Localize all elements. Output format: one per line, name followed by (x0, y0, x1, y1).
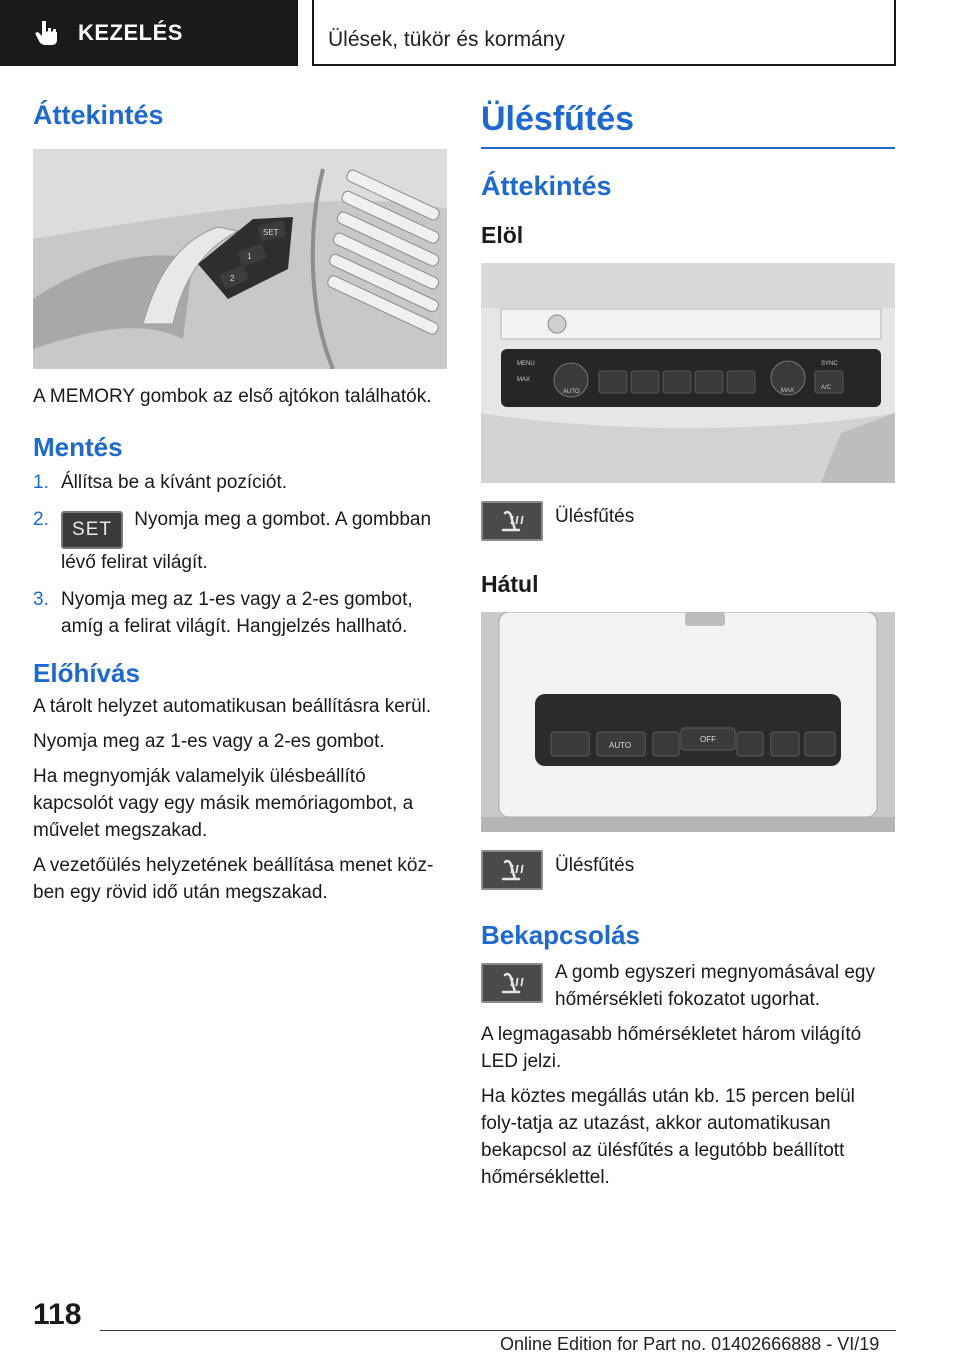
right-column (481, 100, 895, 1191)
page-number: 118 (33, 1298, 82, 1331)
front-heading: Elöl (481, 222, 524, 248)
section-tab (0, 0, 298, 66)
overview-heading: Áttekintés (33, 100, 164, 130)
rear-heading: Hátul (481, 571, 539, 597)
auto-label: AUTO (609, 741, 632, 750)
recall-paragraph: Ha megnyomják valamelyik ülésbeállító kapcsolót vagy egy másik memóriagombot, a művelet megszakad. (33, 766, 414, 841)
seat-heating-heading: Ülésfűtés (481, 100, 895, 149)
set-label: SET (263, 228, 279, 237)
footer-rule (100, 1330, 896, 1331)
memory-1-label: 1 (247, 252, 252, 261)
ac-label: A/C (821, 385, 832, 391)
recall-heading: Előhívás (33, 658, 140, 688)
step-1 (33, 469, 447, 496)
off-label: OFF (700, 735, 716, 744)
save-heading: Mentés (33, 432, 123, 462)
seat-heating-icon (481, 501, 543, 541)
page-header (0, 0, 960, 66)
door-caption: A MEMORY gombok az első ajtókon találhatók. (33, 386, 432, 407)
hand-pointer-icon (34, 19, 60, 47)
seat-heating-icon (481, 963, 543, 1003)
resume-paragraph: Ha köztes megállás után kb. 15 percen belül foly-tatja az utazást, akkor automatikusan bekapcsol az ülésfűtés a legutóbb beállított hőmérséklettel. (481, 1086, 855, 1188)
switch-on-row (481, 963, 895, 1013)
step-number: 2. (33, 509, 49, 530)
save-steps (33, 469, 447, 640)
switch-on-text: A gomb egyszeri megnyomásával egy hőmérsékleti fokozatot ugorhat. (555, 962, 875, 1010)
seat-heating-icon (481, 850, 543, 890)
front-caption: Ülésfűtés (555, 506, 635, 527)
left-column (33, 100, 447, 906)
door-memory-photo (33, 149, 447, 369)
recall-paragraph: Nyomja meg az 1-es vagy a 2-es gombot. (33, 731, 385, 752)
section-label: KEZELÉS (78, 20, 183, 45)
edition-note: Online Edition for Part no. 01402666888 - VI/19 (500, 1334, 880, 1354)
led-paragraph: A legmagasabb hőmérsékletet három világító LED jelzi. (481, 1024, 862, 1072)
step-number: 3. (33, 589, 49, 610)
rear-caption: Ülésfűtés (555, 855, 635, 876)
rear-caption-row (481, 850, 895, 890)
set-button-icon: SET (61, 511, 123, 549)
recall-paragraph: A tárolt helyzet automatikusan beállításra kerül. (33, 696, 432, 717)
auto-label: AUTO (563, 389, 580, 395)
recall-paragraph: A vezetőülés helyzetének beállítása menet köz-ben egy rövid idő után megszakad. (33, 855, 434, 903)
step-2 (33, 506, 447, 576)
max-label: MAX (517, 377, 531, 383)
front-climate-panel-photo (481, 263, 895, 483)
front-caption-row (481, 501, 895, 541)
rear-panel-photo (481, 612, 895, 832)
step-text: Nyomja meg az 1-es vagy a 2-es gombot, amíg a felirat világít. Hangjelzés hallható. (61, 589, 413, 637)
step-text: Állítsa be a kívánt pozíciót. (61, 472, 288, 493)
chapter-title: Ülések, tükör és kormány (312, 0, 896, 66)
switch-on-heading: Bekapcsolás (481, 920, 640, 950)
max-label: MAX (781, 388, 795, 394)
memory-2-label: 2 (230, 274, 235, 283)
step-text: Nyomja meg a gombot. A gombban lévő felirat világít. (61, 509, 432, 573)
sync-label: SYNC (821, 361, 838, 367)
step-number: 1. (33, 472, 49, 493)
menu-label: MENU (517, 361, 535, 367)
overview-heading: Áttekintés (481, 171, 612, 201)
step-3 (33, 586, 447, 640)
